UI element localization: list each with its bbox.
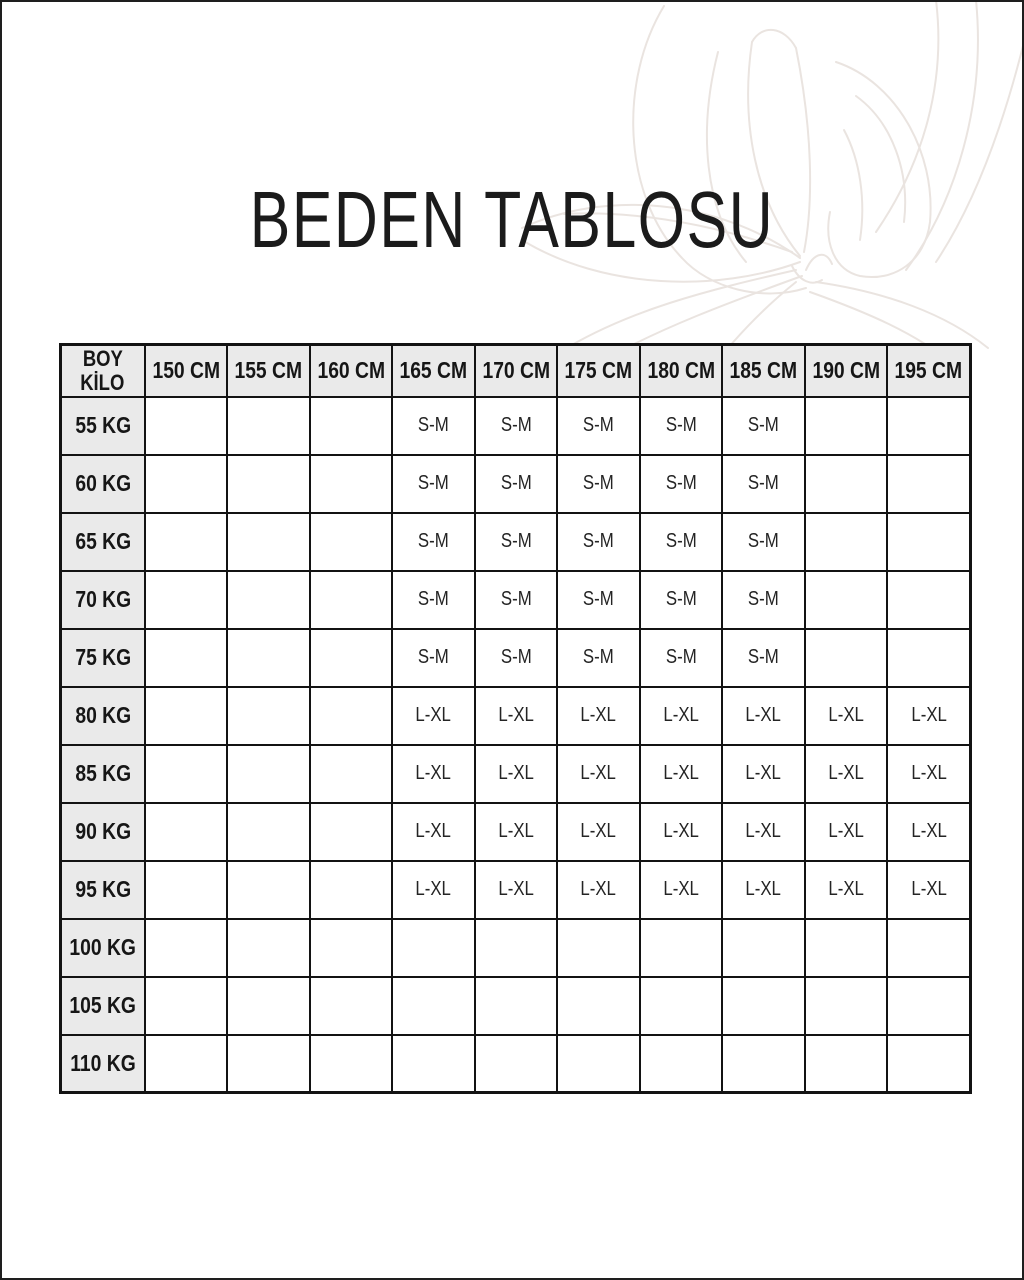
table-row bbox=[61, 919, 971, 977]
size-cell-value: S-M bbox=[748, 414, 780, 436]
size-cell bbox=[145, 861, 228, 919]
page-title bbox=[0, 175, 1024, 264]
size-cell bbox=[887, 571, 970, 629]
table-row bbox=[61, 455, 971, 513]
size-cell bbox=[887, 629, 970, 687]
size-cell-value: L-XL bbox=[415, 820, 452, 842]
size-cell bbox=[227, 1035, 310, 1093]
size-cell bbox=[557, 919, 640, 977]
corner-label-boy: BOY bbox=[82, 345, 123, 371]
size-cell bbox=[805, 803, 888, 861]
size-cell bbox=[227, 397, 310, 455]
size-cell-value: L-XL bbox=[415, 878, 452, 900]
size-cell bbox=[887, 803, 970, 861]
table-row bbox=[61, 571, 971, 629]
size-cell bbox=[805, 919, 888, 977]
size-cell-value: S-M bbox=[418, 588, 449, 610]
table-row bbox=[61, 1035, 971, 1093]
size-cell bbox=[640, 513, 723, 571]
weight-row-header bbox=[61, 803, 145, 861]
size-cell bbox=[392, 861, 475, 919]
size-cell bbox=[475, 397, 558, 455]
size-cell-value: L-XL bbox=[745, 878, 782, 900]
size-cell bbox=[640, 687, 723, 745]
size-cell bbox=[887, 687, 970, 745]
size-cell bbox=[722, 513, 805, 571]
size-cell bbox=[227, 803, 310, 861]
size-cell bbox=[227, 571, 310, 629]
size-cell bbox=[722, 919, 805, 977]
size-cell bbox=[227, 745, 310, 803]
size-cell-value: S-M bbox=[500, 414, 532, 436]
size-cell bbox=[310, 455, 393, 513]
table-row bbox=[61, 513, 971, 571]
size-cell bbox=[310, 397, 393, 455]
size-cell bbox=[640, 1035, 723, 1093]
table-row bbox=[61, 745, 971, 803]
size-cell-value: L-XL bbox=[828, 878, 864, 900]
size-cell bbox=[310, 571, 393, 629]
size-cell-value: S-M bbox=[665, 588, 697, 610]
weight-row-header bbox=[61, 861, 145, 919]
size-cell bbox=[310, 687, 393, 745]
weight-row-header bbox=[61, 977, 145, 1035]
size-cell-value: L-XL bbox=[828, 704, 864, 726]
size-cell-value: L-XL bbox=[910, 878, 947, 900]
size-cell bbox=[475, 513, 558, 571]
size-cell-value: L-XL bbox=[745, 762, 782, 784]
height-column-label: 185 CM bbox=[729, 357, 798, 384]
size-cell-value: S-M bbox=[500, 472, 532, 494]
size-cell bbox=[887, 861, 970, 919]
size-cell bbox=[310, 745, 393, 803]
table-row bbox=[61, 687, 971, 745]
height-column-header bbox=[145, 345, 228, 397]
height-column-header bbox=[805, 345, 888, 397]
size-cell bbox=[475, 919, 558, 977]
corner-label-kilo: KİLO bbox=[80, 369, 125, 395]
size-cell bbox=[722, 397, 805, 455]
size-cell bbox=[310, 803, 393, 861]
size-cell bbox=[640, 571, 723, 629]
size-cell bbox=[557, 629, 640, 687]
weight-row-label: 80 KG bbox=[74, 702, 131, 728]
weight-row-header bbox=[61, 1035, 145, 1093]
size-table-body bbox=[61, 397, 971, 1093]
size-cell bbox=[227, 513, 310, 571]
size-cell bbox=[310, 861, 393, 919]
size-cell-value: L-XL bbox=[745, 704, 782, 726]
size-cell bbox=[227, 455, 310, 513]
size-cell bbox=[805, 687, 888, 745]
size-cell bbox=[722, 687, 805, 745]
size-cell bbox=[722, 571, 805, 629]
size-cell bbox=[805, 629, 888, 687]
size-cell bbox=[640, 745, 723, 803]
size-cell bbox=[557, 455, 640, 513]
size-cell bbox=[145, 571, 228, 629]
size-cell-value: L-XL bbox=[745, 820, 782, 842]
size-cell-value: L-XL bbox=[580, 878, 617, 900]
size-cell-value: L-XL bbox=[498, 762, 534, 784]
size-cell-value: L-XL bbox=[580, 762, 617, 784]
size-cell-value: S-M bbox=[583, 646, 614, 668]
size-table bbox=[59, 343, 972, 1094]
weight-row-label: 75 KG bbox=[74, 644, 131, 670]
size-cell bbox=[805, 861, 888, 919]
size-cell-value: L-XL bbox=[663, 762, 699, 784]
size-cell-value: S-M bbox=[665, 472, 697, 494]
size-cell bbox=[475, 745, 558, 803]
size-cell-value: S-M bbox=[583, 472, 614, 494]
weight-row-label: 65 KG bbox=[74, 528, 131, 554]
size-cell-value: S-M bbox=[583, 588, 614, 610]
table-row bbox=[61, 861, 971, 919]
height-column-label: 195 CM bbox=[894, 357, 963, 384]
size-cell-value: S-M bbox=[748, 646, 780, 668]
size-cell bbox=[887, 977, 970, 1035]
height-column-label: 160 CM bbox=[317, 357, 385, 384]
size-cell bbox=[640, 861, 723, 919]
size-cell bbox=[640, 455, 723, 513]
size-cell bbox=[722, 977, 805, 1035]
size-cell-value: S-M bbox=[665, 414, 697, 436]
size-cell-value: S-M bbox=[418, 530, 449, 552]
size-cell bbox=[392, 977, 475, 1035]
size-cell bbox=[887, 745, 970, 803]
size-cell-value: L-XL bbox=[828, 820, 864, 842]
size-cell bbox=[392, 803, 475, 861]
height-column-label: 170 CM bbox=[482, 357, 550, 384]
height-column-label: 175 CM bbox=[564, 357, 633, 384]
size-cell bbox=[722, 803, 805, 861]
size-cell bbox=[475, 571, 558, 629]
size-cell bbox=[392, 513, 475, 571]
weight-row-header bbox=[61, 513, 145, 571]
size-cell-value: S-M bbox=[500, 530, 532, 552]
size-cell-value: S-M bbox=[748, 530, 780, 552]
size-cell-value: S-M bbox=[583, 414, 614, 436]
size-cell bbox=[310, 629, 393, 687]
weight-row-label: 90 KG bbox=[74, 818, 131, 844]
size-cell-value: S-M bbox=[748, 588, 780, 610]
weight-row-header bbox=[61, 397, 145, 455]
size-cell bbox=[887, 919, 970, 977]
table-row bbox=[61, 629, 971, 687]
size-cell-value: L-XL bbox=[415, 704, 452, 726]
size-cell-value: S-M bbox=[500, 646, 532, 668]
size-cell bbox=[475, 629, 558, 687]
weight-row-header bbox=[61, 629, 145, 687]
table-row bbox=[61, 803, 971, 861]
weight-row-label: 85 KG bbox=[74, 760, 131, 786]
size-cell bbox=[227, 629, 310, 687]
height-column-header bbox=[722, 345, 805, 397]
weight-row-label: 105 KG bbox=[69, 992, 137, 1018]
size-cell bbox=[392, 919, 475, 977]
size-cell-value: S-M bbox=[418, 472, 449, 494]
size-cell bbox=[557, 977, 640, 1035]
size-cell-value: L-XL bbox=[498, 878, 534, 900]
size-cell-value: L-XL bbox=[910, 704, 947, 726]
weight-row-header bbox=[61, 919, 145, 977]
size-cell bbox=[145, 455, 228, 513]
height-column-header bbox=[310, 345, 393, 397]
size-cell-value: L-XL bbox=[580, 820, 617, 842]
size-cell bbox=[475, 1035, 558, 1093]
size-cell bbox=[805, 977, 888, 1035]
size-cell bbox=[722, 1035, 805, 1093]
size-cell bbox=[145, 745, 228, 803]
size-cell bbox=[145, 919, 228, 977]
size-cell bbox=[475, 803, 558, 861]
size-cell bbox=[887, 1035, 970, 1093]
size-cell-value: L-XL bbox=[498, 820, 534, 842]
height-column-label: 150 CM bbox=[151, 357, 220, 384]
size-cell bbox=[557, 745, 640, 803]
height-column-label: 165 CM bbox=[399, 357, 468, 384]
size-cell bbox=[475, 455, 558, 513]
height-column-header bbox=[475, 345, 558, 397]
size-cell bbox=[805, 571, 888, 629]
size-cell-value: L-XL bbox=[663, 820, 699, 842]
size-cell bbox=[310, 919, 393, 977]
size-cell bbox=[805, 745, 888, 803]
size-cell bbox=[227, 919, 310, 977]
size-cell bbox=[227, 861, 310, 919]
size-cell-value: L-XL bbox=[828, 762, 864, 784]
weight-row-header bbox=[61, 455, 145, 513]
weight-row-label: 100 KG bbox=[69, 934, 137, 960]
weight-row-label: 95 KG bbox=[74, 876, 131, 902]
size-cell bbox=[640, 977, 723, 1035]
weight-row-label: 110 KG bbox=[69, 1049, 136, 1076]
table-header-row bbox=[61, 345, 971, 397]
size-cell bbox=[557, 571, 640, 629]
size-cell bbox=[557, 861, 640, 919]
height-column-label: 155 CM bbox=[234, 357, 303, 384]
size-cell bbox=[145, 513, 228, 571]
size-cell-value: L-XL bbox=[663, 704, 699, 726]
size-cell-value: S-M bbox=[665, 530, 697, 552]
size-cell bbox=[392, 629, 475, 687]
height-column-label: 190 CM bbox=[812, 357, 880, 384]
size-cell bbox=[310, 977, 393, 1035]
size-cell bbox=[392, 397, 475, 455]
size-cell-value: L-XL bbox=[415, 762, 452, 784]
size-cell bbox=[640, 629, 723, 687]
size-cell bbox=[805, 455, 888, 513]
size-cell-value: S-M bbox=[748, 472, 780, 494]
size-cell bbox=[557, 513, 640, 571]
weight-row-label: 70 KG bbox=[74, 586, 131, 612]
size-cell bbox=[805, 1035, 888, 1093]
size-cell bbox=[887, 397, 970, 455]
size-cell-value: L-XL bbox=[663, 878, 699, 900]
size-cell bbox=[145, 629, 228, 687]
size-cell bbox=[475, 977, 558, 1035]
size-cell-value: L-XL bbox=[910, 820, 947, 842]
size-cell bbox=[475, 861, 558, 919]
height-column-header bbox=[227, 345, 310, 397]
size-cell bbox=[392, 687, 475, 745]
size-cell bbox=[722, 745, 805, 803]
size-cell bbox=[805, 513, 888, 571]
size-cell bbox=[227, 687, 310, 745]
size-cell bbox=[640, 919, 723, 977]
size-cell bbox=[145, 687, 228, 745]
height-column-header bbox=[887, 345, 970, 397]
size-cell bbox=[145, 977, 228, 1035]
height-column-header bbox=[392, 345, 475, 397]
size-cell bbox=[887, 513, 970, 571]
size-cell bbox=[640, 803, 723, 861]
size-cell bbox=[722, 861, 805, 919]
size-cell-value: S-M bbox=[583, 530, 614, 552]
size-cell-value: L-XL bbox=[580, 704, 617, 726]
height-column-header bbox=[557, 345, 640, 397]
corner-header-cell bbox=[61, 345, 145, 397]
size-cell bbox=[227, 977, 310, 1035]
size-cell bbox=[557, 687, 640, 745]
weight-row-header bbox=[61, 571, 145, 629]
size-cell-value: S-M bbox=[665, 646, 697, 668]
weight-row-header bbox=[61, 687, 145, 745]
size-cell bbox=[392, 745, 475, 803]
size-cell bbox=[310, 1035, 393, 1093]
size-cell-value: L-XL bbox=[910, 762, 947, 784]
size-cell-value: L-XL bbox=[498, 704, 534, 726]
size-cell bbox=[722, 455, 805, 513]
size-cell-value: S-M bbox=[500, 588, 532, 610]
size-cell bbox=[392, 571, 475, 629]
page-title-text: BEDEN TABLOSU bbox=[249, 175, 775, 264]
size-cell bbox=[887, 455, 970, 513]
table-row bbox=[61, 397, 971, 455]
table-row bbox=[61, 977, 971, 1035]
size-cell bbox=[557, 397, 640, 455]
size-cell-value: S-M bbox=[418, 646, 449, 668]
size-cell bbox=[805, 397, 888, 455]
size-cell bbox=[310, 513, 393, 571]
size-cell bbox=[475, 687, 558, 745]
size-cell bbox=[392, 455, 475, 513]
size-cell-value: S-M bbox=[418, 414, 449, 436]
size-cell bbox=[640, 397, 723, 455]
size-cell bbox=[722, 629, 805, 687]
height-column-label: 180 CM bbox=[647, 357, 715, 384]
size-cell bbox=[145, 803, 228, 861]
size-cell bbox=[145, 397, 228, 455]
size-cell bbox=[145, 1035, 228, 1093]
size-cell bbox=[557, 1035, 640, 1093]
height-column-header bbox=[640, 345, 723, 397]
size-cell bbox=[392, 1035, 475, 1093]
weight-row-header bbox=[61, 745, 145, 803]
size-cell bbox=[557, 803, 640, 861]
weight-row-label: 55 KG bbox=[74, 412, 131, 438]
weight-row-label: 60 KG bbox=[74, 470, 131, 496]
